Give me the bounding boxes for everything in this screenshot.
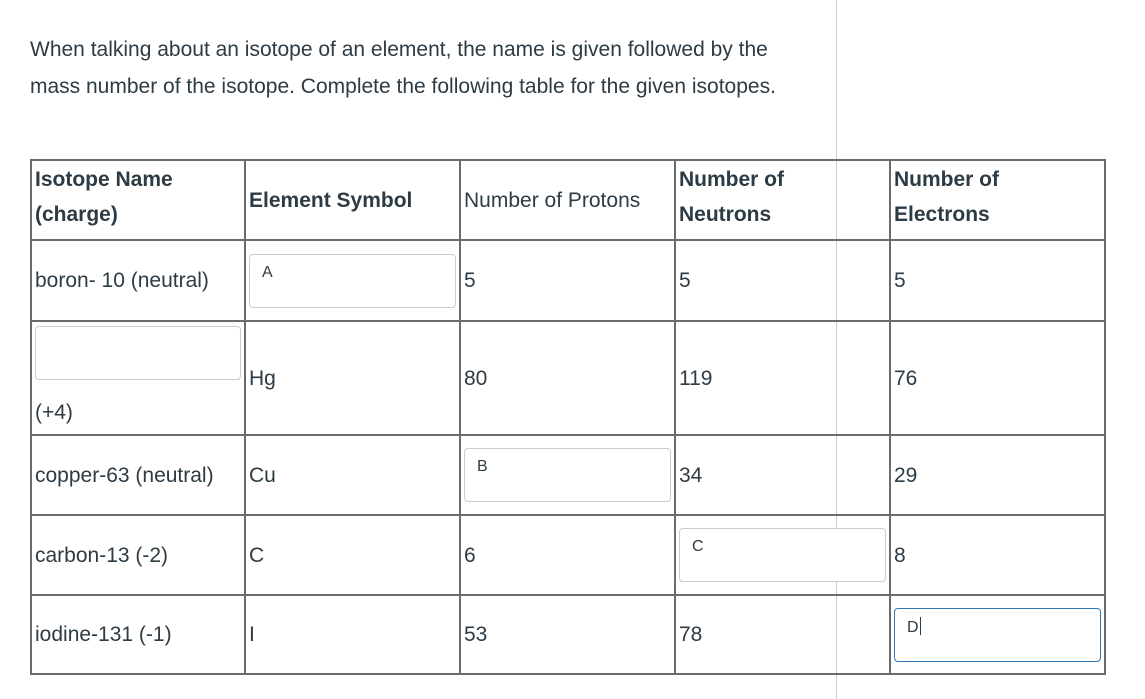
cell-electrons: 29 (890, 435, 1105, 515)
cell-neutrons (675, 515, 890, 595)
cell-isotope-name: iodine-131 (-1) (31, 595, 245, 674)
answer-input-a[interactable]: A (249, 254, 456, 308)
cell-isotope-name: carbon-13 (-2) (31, 515, 245, 595)
answer-input-isotope-name[interactable] (35, 326, 241, 380)
cell-isotope-name (31, 321, 245, 435)
answer-input-d-text: D (907, 618, 919, 636)
cell-electrons (890, 595, 1105, 674)
cell-protons: 6 (460, 515, 675, 595)
table-row (31, 435, 1105, 515)
question-intro-text: When talking about an isotope of an element, the name is given followed by the mass number of the isotope. Complete the following table for the given isotopes. (30, 38, 776, 98)
header-element-symbol: Element Symbol (245, 160, 460, 240)
table-row (31, 515, 1105, 595)
cell-protons (460, 435, 675, 515)
cell-neutrons: 78 (675, 595, 890, 674)
cell-element-symbol: I (245, 595, 460, 674)
cell-isotope-name: copper-63 (neutral) (31, 435, 245, 515)
cell-protons: 53 (460, 595, 675, 674)
table-row (31, 321, 1105, 435)
answer-input-b[interactable]: B (464, 448, 671, 502)
cell-protons: 5 (460, 240, 675, 321)
header-isotope-name: Isotope Name (charge) (31, 160, 245, 240)
table-row (31, 240, 1105, 321)
header-number-of-neutrons: Number of Neutrons (675, 160, 890, 240)
cell-element-symbol: C (245, 515, 460, 595)
cell-element-symbol: Cu (245, 435, 460, 515)
cell-electrons: 5 (890, 240, 1105, 321)
table-row (31, 595, 1105, 674)
cell-protons: 80 (460, 321, 675, 435)
cell-isotope-name: boron- 10 (neutral) (31, 240, 245, 321)
cell-electrons: 76 (890, 321, 1105, 435)
cell-element-symbol: Hg (245, 321, 460, 435)
answer-input-c[interactable]: C (679, 528, 886, 582)
cell-neutrons: 119 (675, 321, 890, 435)
cell-neutrons: 5 (675, 240, 890, 321)
answer-input-d[interactable] (894, 608, 1101, 662)
cell-electrons: 8 (890, 515, 1105, 595)
charge-label: (+4) (35, 401, 73, 424)
cell-element-symbol (245, 240, 460, 321)
cell-neutrons: 34 (675, 435, 890, 515)
text-caret (920, 617, 921, 635)
isotope-table (30, 159, 1106, 675)
header-number-of-protons: Number of Protons (460, 160, 675, 240)
header-number-of-electrons: Number of Electrons (890, 160, 1105, 240)
table-header-row (31, 160, 1105, 240)
